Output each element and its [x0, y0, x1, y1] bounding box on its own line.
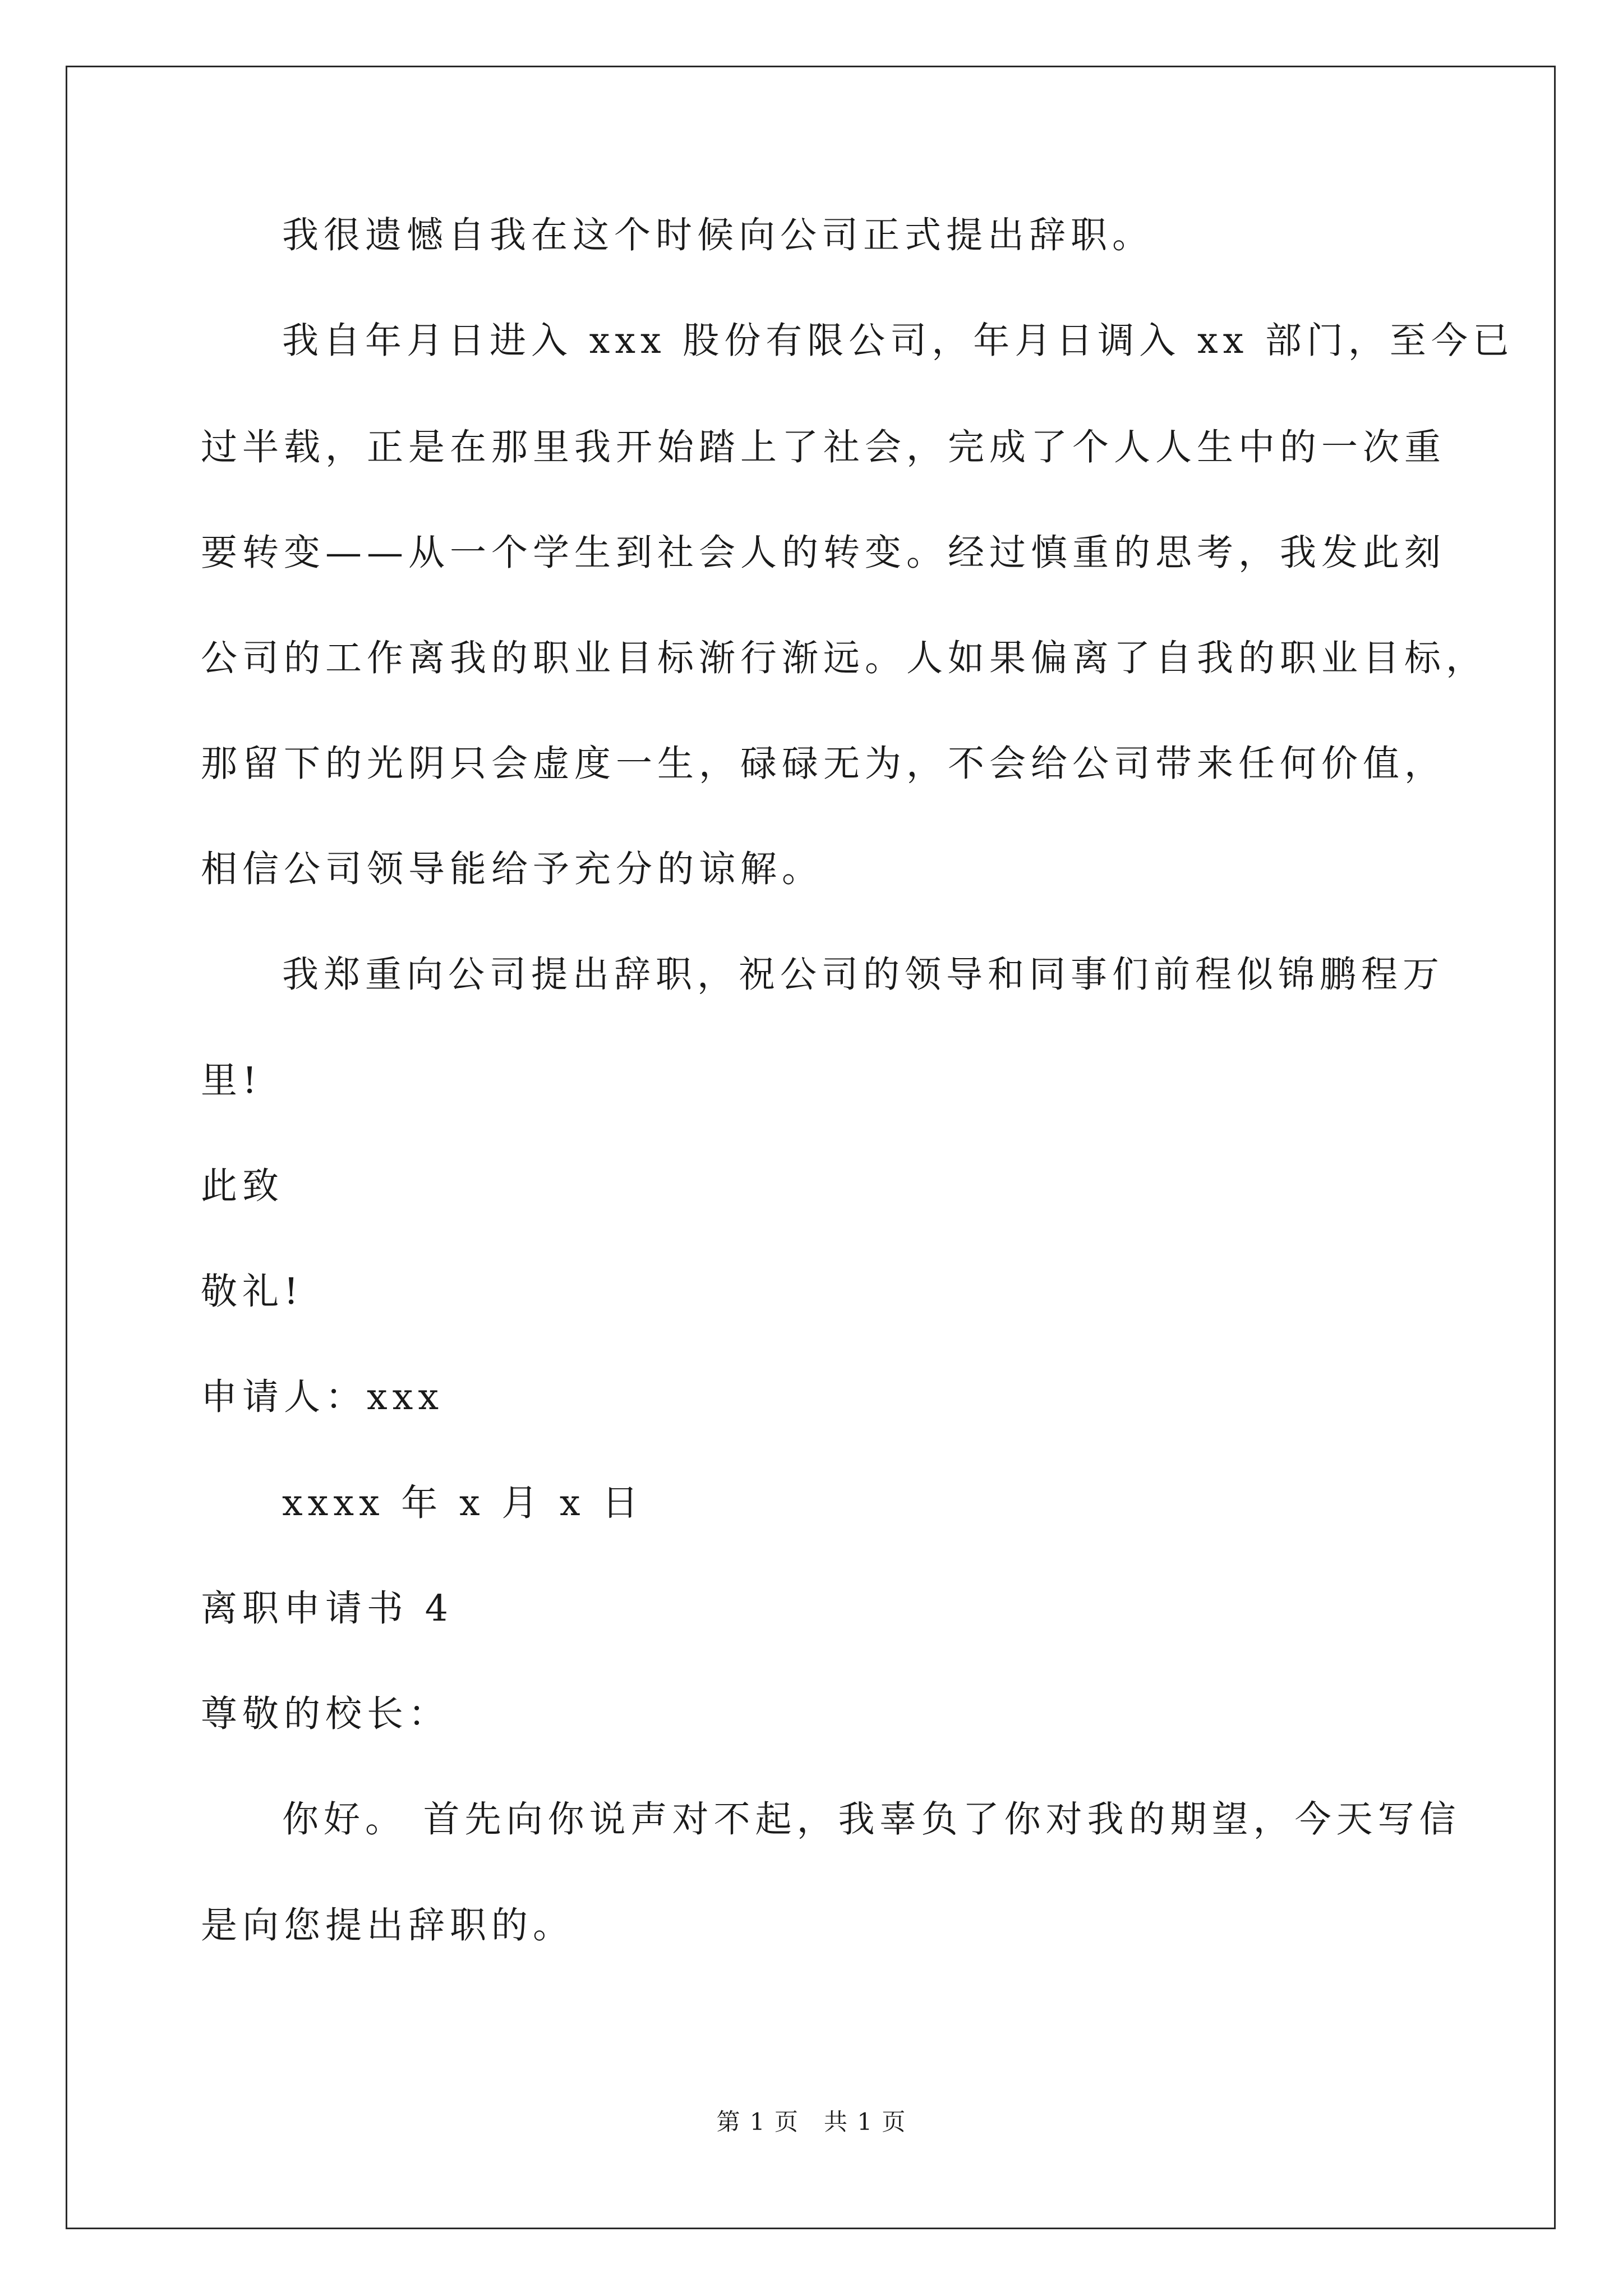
section-title: 离职申请书 4: [201, 1588, 454, 1630]
paragraph-line: 我郑重向公司提出辞职，祝公司的领导和同事们前程似锦鹏程万: [282, 954, 1445, 996]
paragraph-line: 里!: [201, 1060, 262, 1102]
paragraph-line: 那留下的光阴只会虚度一生，碌碌无为，不会给公司带来任何价值，: [201, 743, 1446, 785]
paragraph-line: 我自年月日进入 xxx 股份有限公司，年月日调入 xx 部门，至今已: [282, 320, 1514, 362]
paragraph-line: 我很遗憾自我在这个时候向公司正式提出辞职。: [282, 214, 1154, 256]
applicant-line: 申请人：xxx: [201, 1376, 444, 1418]
paragraph-line: 相信公司领导能给予充分的谅解。: [201, 848, 824, 890]
paragraph-line: 过半载，正是在那里我开始踏上了社会，完成了个人人生中的一次重: [201, 426, 1446, 468]
page-footer: [0, 2108, 1623, 2136]
paragraph-line: 要转变——从一个学生到社会人的转变。经过慎重的思考，我发此刻: [201, 532, 1446, 574]
closing-line: 此致: [201, 1165, 284, 1207]
paragraph-line: 是向您提出辞职的。: [201, 1904, 575, 1947]
paragraph-line: 公司的工作离我的职业目标渐行渐远。人如果偏离了自我的职业目标，: [201, 637, 1488, 679]
page-total: 共 1 页: [824, 2108, 907, 2136]
paragraph-line: 你好。 首先向你说声对不起，我辜负了你对我的期望，今天写信: [282, 1798, 1461, 1841]
closing-salutation: 敬礼!: [201, 1271, 304, 1313]
salutation: 尊敬的校长：: [201, 1693, 450, 1735]
date-line: xxxx 年 x 月 x 日: [282, 1482, 644, 1524]
page-number: 第 1 页: [716, 2108, 799, 2136]
